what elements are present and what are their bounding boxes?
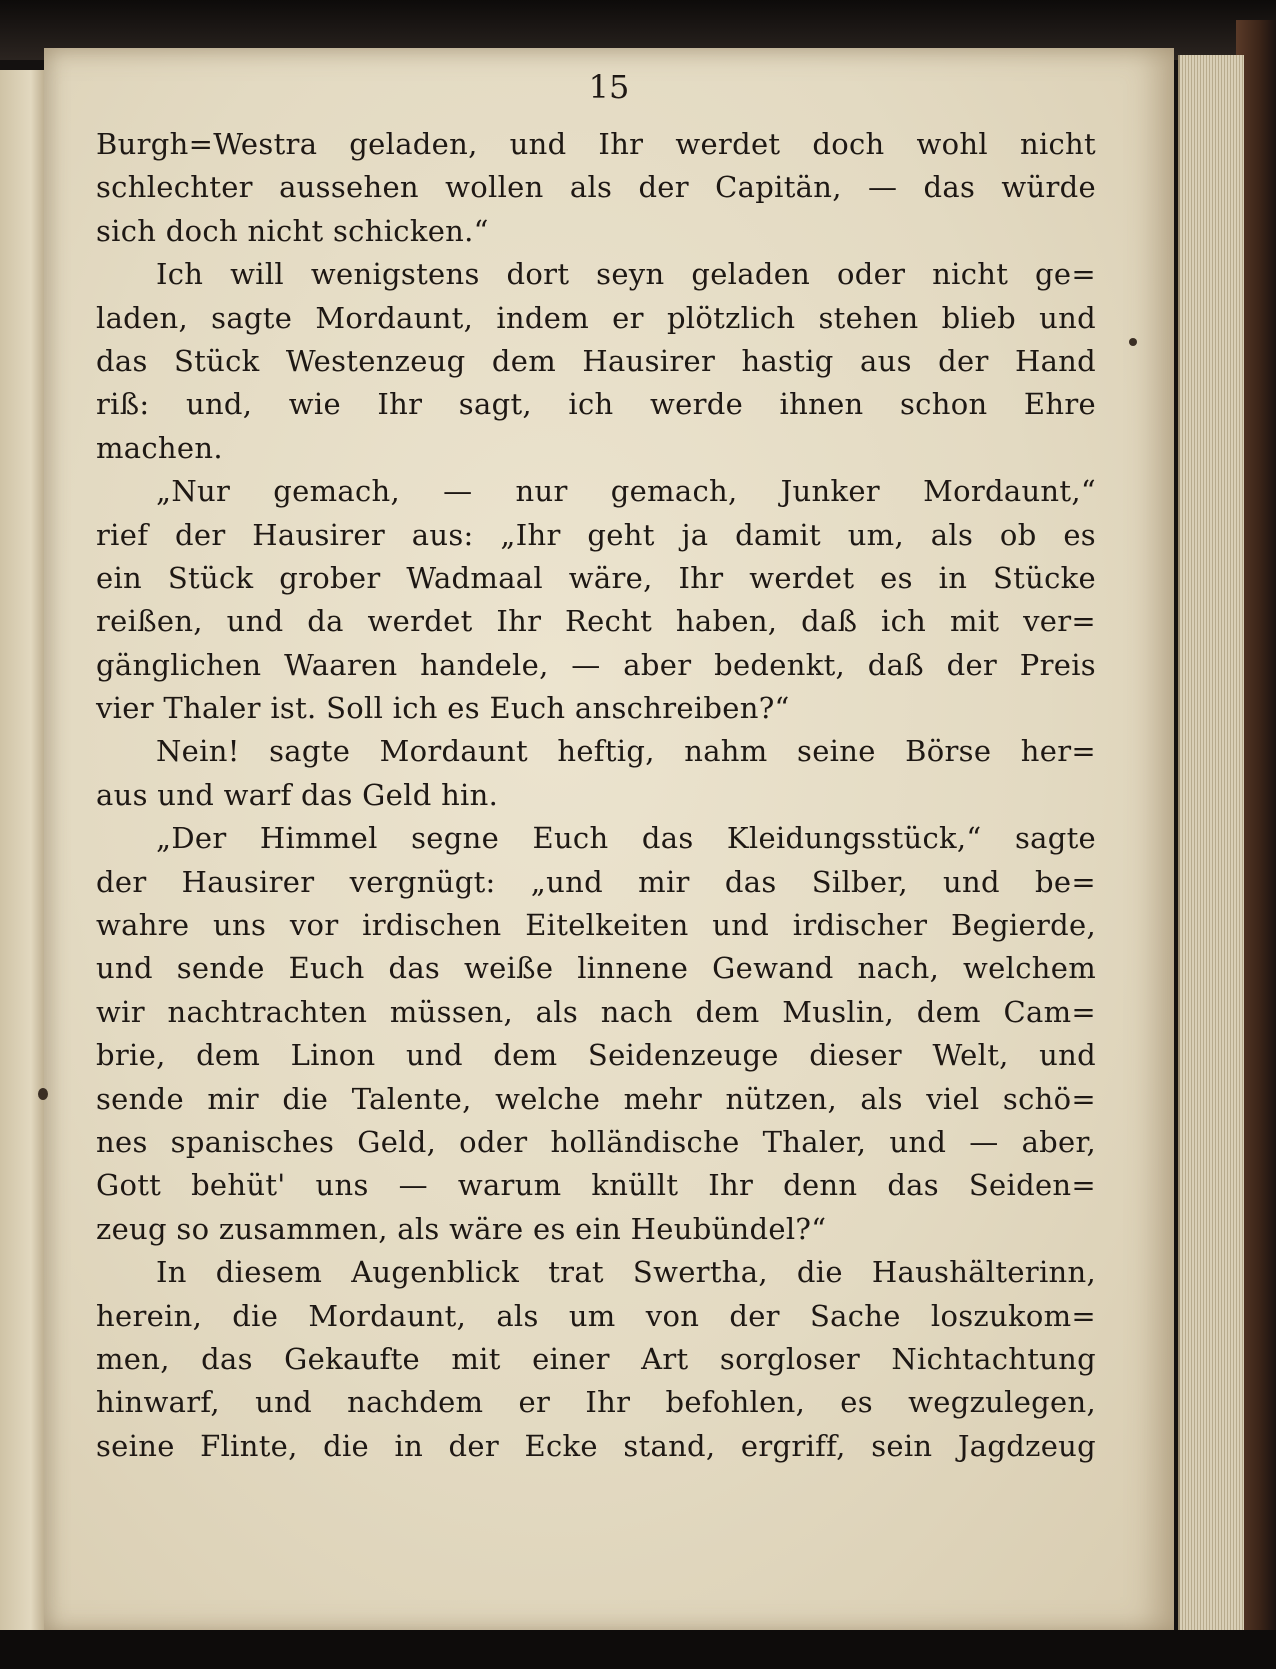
text-line: In diesem Augenblick trat Swertha, die Haushälterinn, (156, 1255, 1096, 1290)
book-page (44, 48, 1174, 1633)
text-line: das Stück Westenzeug dem Hausirer hastig aus der Hand (96, 343, 1096, 378)
text-line: brie, dem Linon und dem Seidenzeuge dieser Welt, und (96, 1038, 1096, 1073)
paper-speck (38, 1088, 48, 1100)
text-line: ein Stück grober Wadmaal wäre, Ihr werdet es in Stücke (96, 560, 1096, 595)
text-line: Burgh=Westra geladen, und Ihr werdet doch wohl nicht (96, 127, 1096, 161)
text-line: „Der Himmel segne Euch das Kleidungsstück,“ sagte (156, 821, 1096, 856)
text-line: wir nachtrachten müssen, als nach dem Muslin, dem Cam= (96, 994, 1096, 1029)
left-page-edge (0, 70, 46, 1640)
text-line: machen. (96, 430, 223, 465)
text-line: nes spanisches Geld, oder holländische Thaler, und — aber, (96, 1124, 1096, 1159)
text-line: schlechter aussehen wollen als der Capitän, — das würde (96, 170, 1096, 205)
text-line: sende mir die Talente, welche mehr nützen, als viel schö= (96, 1081, 1096, 1116)
text-line: aus und warf das Geld hin. (96, 777, 499, 812)
text-line: men, das Gekaufte mit einer Art sorgloser Nichtachtung (96, 1341, 1096, 1376)
body-text (96, 123, 1096, 1468)
text-line: zeug so zusammen, als wäre es ein Heubündel?“ (96, 1211, 827, 1246)
text-line: rief der Hausirer aus: „Ihr geht ja damit um, als ob es (96, 517, 1096, 552)
text-line: der Hausirer vergnügt: „und mir das Silber, und be= (96, 864, 1096, 899)
text-line: hinwarf, und nachdem er Ihr befohlen, es wegzulegen, (96, 1385, 1096, 1420)
text-line: laden, sagte Mordaunt, indem er plötzlich stehen blieb und (96, 300, 1096, 335)
text-line: Nein! sagte Mordaunt heftig, nahm seine Börse her= (156, 734, 1096, 769)
text-line: reißen, und da werdet Ihr Recht haben, daß ich mit ver= (96, 604, 1096, 639)
page-stack-edge (1178, 55, 1244, 1635)
text-line: Ich will wenigstens dort seyn geladen oder nicht ge= (156, 257, 1096, 292)
text-line: „Nur gemach, — nur gemach, Junker Mordaunt,“ (156, 474, 1096, 509)
text-line: seine Flinte, die in der Ecke stand, ergriff, sein Jagdzeug (96, 1428, 1096, 1463)
text-line: wahre uns vor irdischen Eitelkeiten und irdischer Begierde, (96, 908, 1096, 943)
text-line: gänglichen Waaren handele, — aber bedenkt, daß der Preis (96, 647, 1096, 682)
scan-background-bottom (0, 1630, 1276, 1669)
text-line: vier Thaler ist. Soll ich es Euch anschreiben?“ (96, 691, 790, 726)
paper-speck (1129, 338, 1137, 346)
text-line: Gott behüt' uns — warum knüllt Ihr denn das Seiden= (96, 1168, 1096, 1203)
page-number: 15 (588, 68, 630, 106)
text-line: und sende Euch das weiße linnene Gewand nach, welchem (96, 951, 1096, 986)
text-line: herein, die Mordaunt, als um von der Sache loszukom= (96, 1298, 1096, 1333)
text-line: riß: und, wie Ihr sagt, ich werde ihnen schon Ehre (96, 387, 1096, 422)
text-line: sich doch nicht schicken.“ (96, 213, 489, 248)
